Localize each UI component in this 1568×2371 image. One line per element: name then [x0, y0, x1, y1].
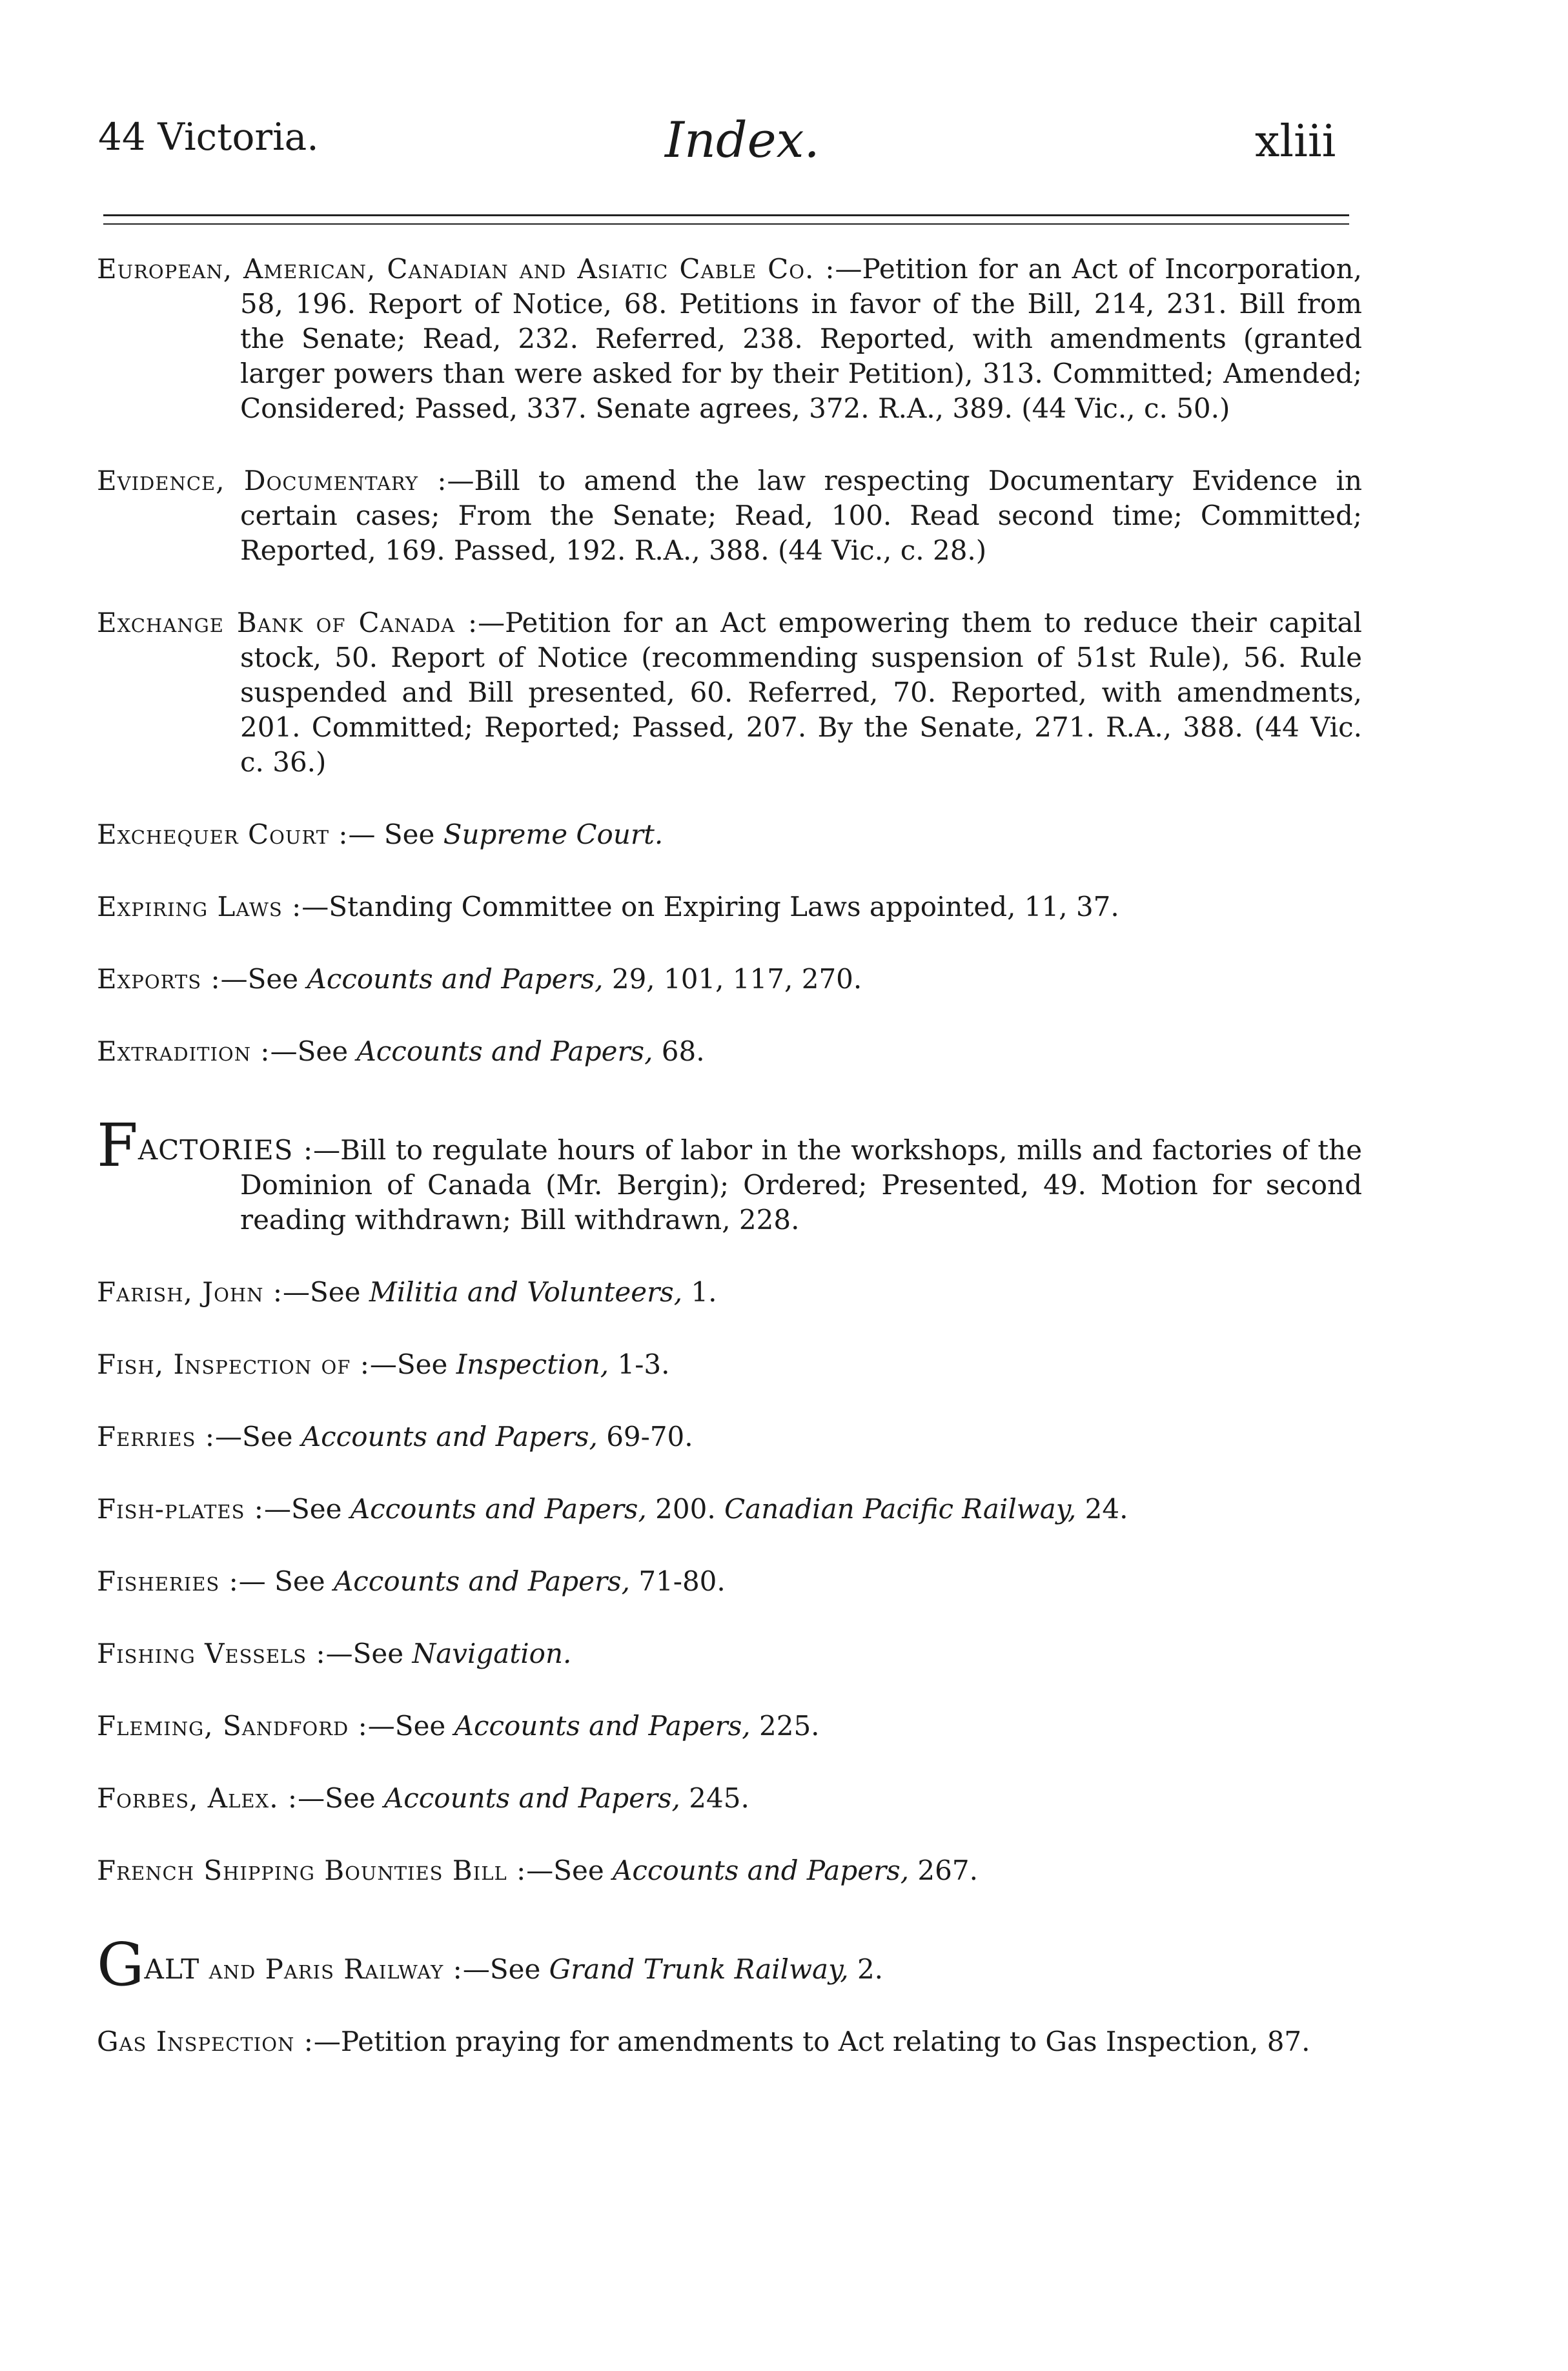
index-entry-forbes	[97, 1781, 1362, 1816]
entry-text: —Standing Committee on Expiring Laws appointed, 11, 37.	[301, 891, 1119, 922]
index-entry-exchange-bank	[97, 605, 1362, 780]
entry-heading: Fishing Vessels :	[97, 1638, 326, 1669]
entry-text: —See	[526, 1855, 613, 1886]
entry-text: —Petition for an Act empowering them to reduce their capital stock, 50. Report of Notice (recommending suspension of 51st Rule), 56. Rule suspended and Bill presented, 60. Referred, 70. Reported, with amendments, 201. Committed; Reported; Passed, 207. By the Senate, 271. R.A., 388. (44 Vic. c. 36.)	[240, 607, 1362, 778]
entry-heading: ALT and Paris Railway :	[144, 1953, 463, 1985]
index-entry-fish-plates	[97, 1492, 1362, 1527]
entry-heading: Extradition :	[97, 1035, 270, 1067]
entry-pages-second: 24.	[1076, 1493, 1128, 1525]
entry-heading: Fish-plates :	[97, 1493, 264, 1525]
entry-text: —See	[369, 1348, 456, 1380]
entry-text: —See	[283, 1276, 369, 1308]
section-initial-g: G	[97, 1930, 145, 1999]
entry-heading: Fish, Inspection of :	[97, 1348, 370, 1380]
index-entry-galt-paris-railway	[97, 1930, 1362, 1999]
entry-reference: Grand Trunk Railway,	[549, 1953, 849, 1985]
index-entry-extradition	[97, 1034, 1362, 1069]
entry-reference: Accounts and Papers,	[350, 1493, 647, 1525]
entry-text: —See	[214, 1421, 301, 1452]
entry-reference: Accounts and Papers,	[307, 963, 604, 995]
entry-pages: 69-70.	[597, 1421, 693, 1452]
entry-text: —See	[367, 1710, 454, 1742]
index-entry-expiring-laws	[97, 890, 1362, 924]
index-entry-factories	[97, 1111, 1362, 1237]
entry-heading: Fisheries :	[97, 1565, 239, 1597]
page-number: xliii	[1255, 116, 1336, 167]
entry-reference: Accounts and Papers,	[333, 1565, 630, 1597]
entry-heading: European, American, Canadian and Asiatic Cable Co. :	[97, 253, 835, 285]
entry-text: —Petition praying for amendments to Act relating to Gas Inspection, 87.	[313, 2026, 1310, 2057]
entry-reference: Militia and Volunteers,	[369, 1276, 683, 1308]
index-entry-gas-inspection	[97, 2024, 1362, 2059]
running-head-left: 44 Victoria.	[98, 115, 319, 159]
entry-heading: Forbes, Alex. :	[97, 1782, 298, 1814]
running-head-title: Index.	[665, 111, 820, 168]
entry-reference: Accounts and Papers,	[356, 1035, 653, 1067]
entry-text: —Bill to amend the law respecting Documentary Evidence in certain cases; From the Senate; Read, 100. Read second time; Committed; Reported, 169. Passed, 192. R.A., 388. (44 Vic., c. 28.)	[240, 465, 1362, 566]
entry-reference: Inspection,	[456, 1348, 609, 1380]
entry-heading: Evidence, Documentary :	[97, 465, 447, 496]
entry-text: —See	[298, 1782, 384, 1814]
entry-reference: Supreme Court.	[443, 819, 664, 850]
entry-text: — See	[348, 819, 443, 850]
entry-reference: Accounts and Papers,	[301, 1421, 598, 1452]
entry-heading: Ferries :	[97, 1421, 215, 1452]
entry-pages: 200.	[646, 1493, 725, 1525]
entry-heading: Fleming, Sandford :	[97, 1710, 368, 1742]
entry-text: —Bill to regulate hours of labor in the workshops, mills and factories of the Dominion of Canada (Mr. Bergin); Ordered; Presented, 49. Motion for second reading withdrawn; Bill withdrawn, 228.	[240, 1134, 1362, 1236]
index-entry-farish	[97, 1275, 1362, 1310]
index-entry-european-cable	[97, 252, 1362, 426]
entry-pages: 245.	[680, 1782, 749, 1814]
page-header	[0, 97, 1568, 200]
entry-text: — See	[238, 1565, 334, 1597]
entry-pages: 267.	[909, 1855, 978, 1886]
entry-pages: 71-80.	[629, 1565, 726, 1597]
entry-pages: 1.	[682, 1276, 717, 1308]
entry-heading: Exchequer Court :	[97, 819, 349, 850]
entry-pages: 68.	[653, 1035, 705, 1067]
index-entry-fish-inspection	[97, 1347, 1362, 1382]
entry-heading: French Shipping Bounties Bill :	[97, 1855, 527, 1886]
index-entry-fisheries	[97, 1564, 1362, 1599]
entry-heading: Exchange Bank of Canada :	[97, 607, 478, 638]
index-entry-exchequer-court	[97, 817, 1362, 852]
entry-text: —See	[270, 1035, 357, 1067]
entry-pages: 2.	[848, 1953, 884, 1985]
entry-pages: 225.	[750, 1710, 820, 1742]
entry-heading: Expiring Laws :	[97, 891, 302, 922]
index-entry-french-shipping	[97, 1853, 1362, 1888]
entry-pages: 29, 101, 117, 270.	[603, 963, 862, 995]
index-entry-fishing-vessels	[97, 1636, 1362, 1671]
index-entry-fleming	[97, 1709, 1362, 1744]
header-rule-thin	[103, 223, 1349, 225]
index-entry-ferries	[97, 1420, 1362, 1454]
header-rule	[103, 214, 1349, 216]
entry-text: —See	[325, 1638, 412, 1669]
entry-reference: Accounts and Papers,	[383, 1782, 680, 1814]
entry-reference: Navigation.	[412, 1638, 572, 1669]
index-entry-exports	[97, 962, 1362, 997]
entry-text: —Petition for an Act of Incorporation, 58, 196. Report of Notice, 68. Petitions in favor of the Bill, 214, 231. Bill from the Senate; Read, 232. Referred, 238. Reported, with amendments (granted larger powers than were asked for by their Petition), 313. Committed; Amended; Considered; Passed, 337. Senate agrees, 372. R.A., 389. (44 Vic., c. 50.)	[240, 253, 1362, 424]
entry-reference: Accounts and Papers,	[613, 1855, 910, 1886]
index-entry-evidence	[97, 463, 1362, 568]
entry-reference: Accounts and Papers,	[454, 1710, 751, 1742]
section-initial-f: F	[97, 1111, 138, 1180]
entry-text: —See	[462, 1953, 549, 1985]
index-entries	[97, 252, 1362, 2059]
entry-heading: ACTORIES :	[137, 1134, 314, 1166]
entry-heading: Farish, John :	[97, 1276, 283, 1308]
entry-reference-second: Canadian Pacific Railway,	[724, 1493, 1077, 1525]
entry-text: —See	[263, 1493, 351, 1525]
entry-pages: 1-3.	[609, 1348, 670, 1380]
entry-heading: Gas Inspection :	[97, 2026, 314, 2057]
entry-heading: Exports :	[97, 963, 221, 995]
entry-text: —See	[220, 963, 307, 995]
